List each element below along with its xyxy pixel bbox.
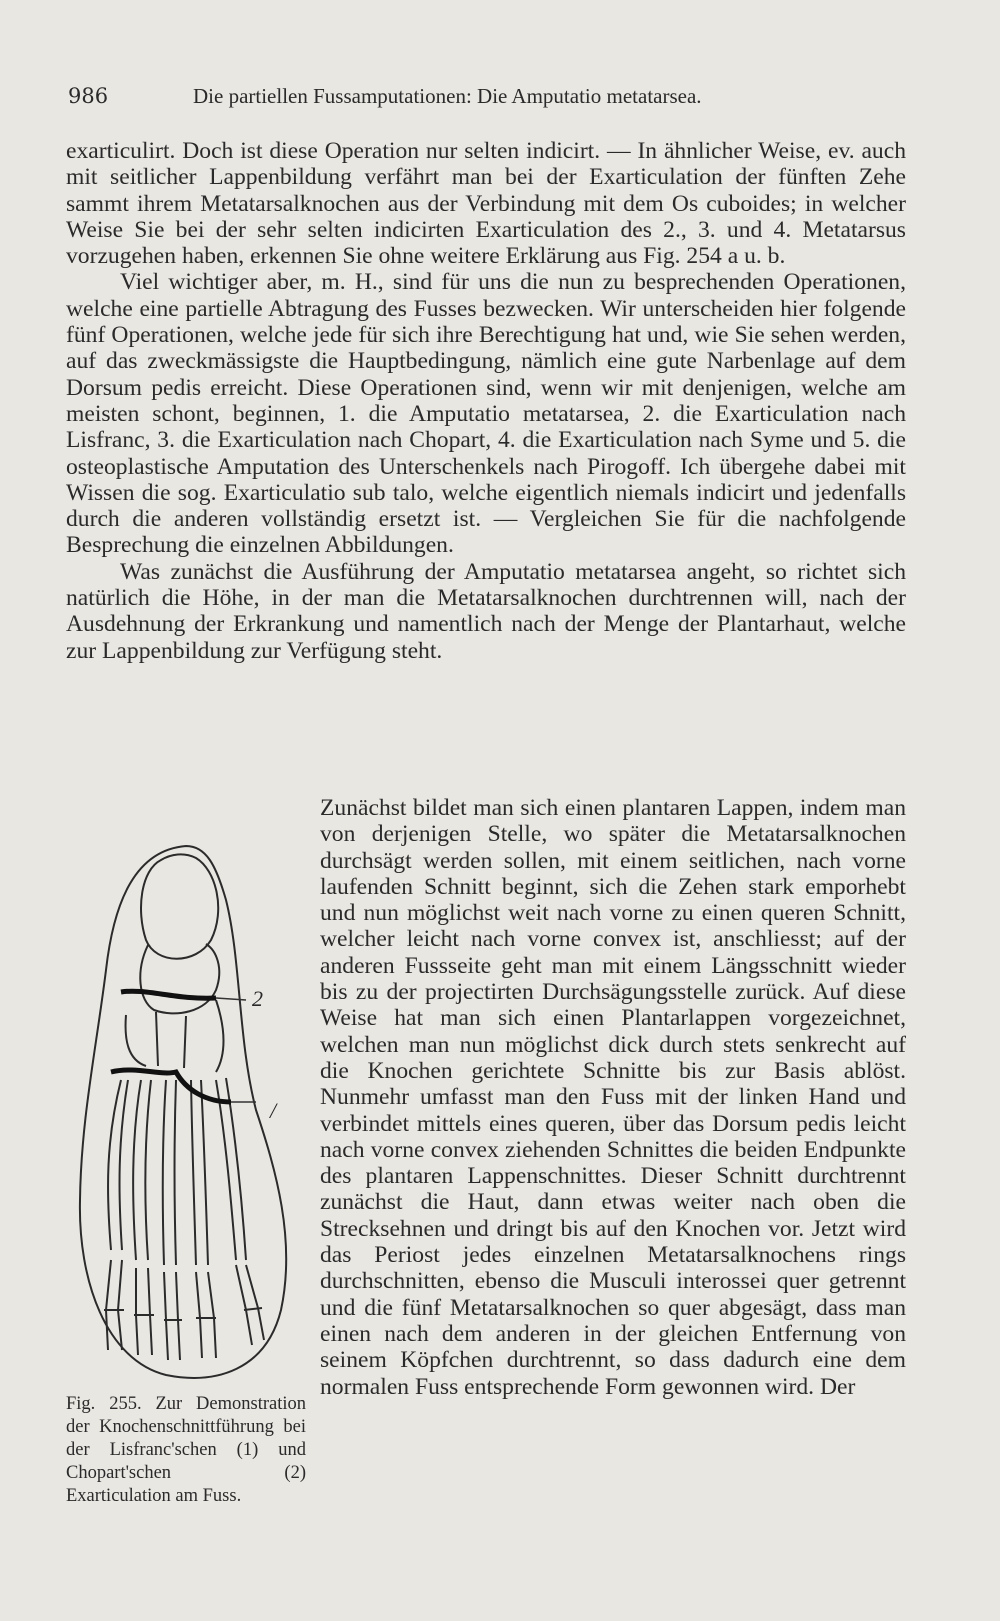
main-text [66,138,906,664]
paragraph-2: Viel wichtiger aber, m. H., sind für uns die nun zu besprechenden Operationen, welche eine partielle Abtragung des Fusses bezwecken. Wir unterscheiden hier folgende fünf Operationen, welche jede für sich ihre Berechtigung hat und, wie Sie sehen werden, auf das zweckmässigste die Hauptbedingung, nämlich eine gute Narbenlage auf dem Dorsum pedis erreicht. Diese Operationen sind, wenn wir mit denjenigen, welche am meisten schont, beginnen, 1. die Amputatio metatarsea, 2. die Exarticulation nach Lisfranc, 3. die Exarticulation nach Chopart, 4. die Exarticulation nach Syme und 5. die osteoplastische Amputation des Unterschenkels nach Pirogoff. Ich übergehe dabei mit Wissen die sog. Exarticulatio sub talo, welche eigentlich niemals indicirt und jedenfalls durch die anderen vollständig ersetzt ist. — Vergleichen Sie für die nachfolgende Besprechung die einzelnen Abbildungen. [66,269,906,559]
page-header [68,84,928,112]
page-number: 986 [68,84,109,108]
foot-skeleton-illustration [66,840,306,1385]
figure-caption: Fig. 255. Zur Demonstration der Knochenschnittführung bei der Lisfranc'schen (1) und Chopart'schen (2) Exarticulation am Fuss. [66,1394,306,1506]
paragraph-1: exarticulirt. Doch ist diese Operation nur selten indicirt. — In ähnlicher Weise, ev. auch mit seitlicher Lappenbildung verfährt man bei der Exarticulation der fünften Zehe sammt ihrem Metatarsalknochen aus der Verbindung mit dem Os cuboides; in welcher Weise Sie bei der sehr selten indicirten Exarticulation des 2., 3. und 4. Metatarsus vorzugehen haben, erkennen Sie ohne weitere Erklärung aus Fig. 254 a u. b. [66,138,906,270]
paragraph-4: Zunächst bildet man sich einen plantaren Lappen, indem man von derjenigen Stelle, wo später die Metatarsalknochen durchsägt werden sollen, mit einem seitlichen, nach vorne laufenden Schnitt beginnt, sich die Zehen stark emporhebt und nun möglichst weit nach vorne zu einen queren Schnitt, welcher leicht nach vorne convex ist, anschliesst; auf der anderen Fussseite geht man mit einem Längsschnitt wieder bis zu der projectirten Durchsägungsstelle zurück. Auf diese Weise hat man sich einen Plantarlappen vorgezeichnet, welchen man nun möglichst dick durch stets senkrecht auf die Knochen gerichtete Schnitte bis zur Basis ablöst. Nunmehr umfasst man den Fuss mit der linken Hand und verbindet mittels eines queren, über das Dorsum pedis leicht nach vorne convex ziehenden Schnittes die beiden Endpunkte des plantaren Lappenschnittes. Dieser Schnitt durchtrennt zunächst die Haut, dann etwas weiter nach oben die Strecksehnen und dringt bis auf den Knochen vor. Jetzt wird das Periost jedes einzelnen Metatarsalknochens rings durchschnitten, ebenso die Musculi interossei quer getrennt und die fünf Metatarsalknochen so quer abgesägt, dass man einen nach dem anderen in der gleichen Entfernung von seinem Köpfchen durchtrennt, so dass dadurch eine dem normalen Fuss entsprechende Form gewonnen wird. Der [320,795,906,1400]
label-2: 2 [252,986,263,1011]
figure-255 [66,840,306,1510]
running-title: Die partiellen Fussamputationen: Die Amputatio metatarsea. [193,84,702,108]
paragraph-3: Was zunächst die Ausführung der Amputatio metatarsea angeht, so richtet sich natürlich die Höhe, in der man die Metatarsalknochen durchtrennen will, nach der Ausdehnung der Erkrankung und namentlich nach der Menge der Plantarhaut, welche zur Lappenbildung zur Verfügung steht. [66,558,906,664]
wrapped-text-column [320,795,906,1400]
label-1: / [270,1098,277,1123]
